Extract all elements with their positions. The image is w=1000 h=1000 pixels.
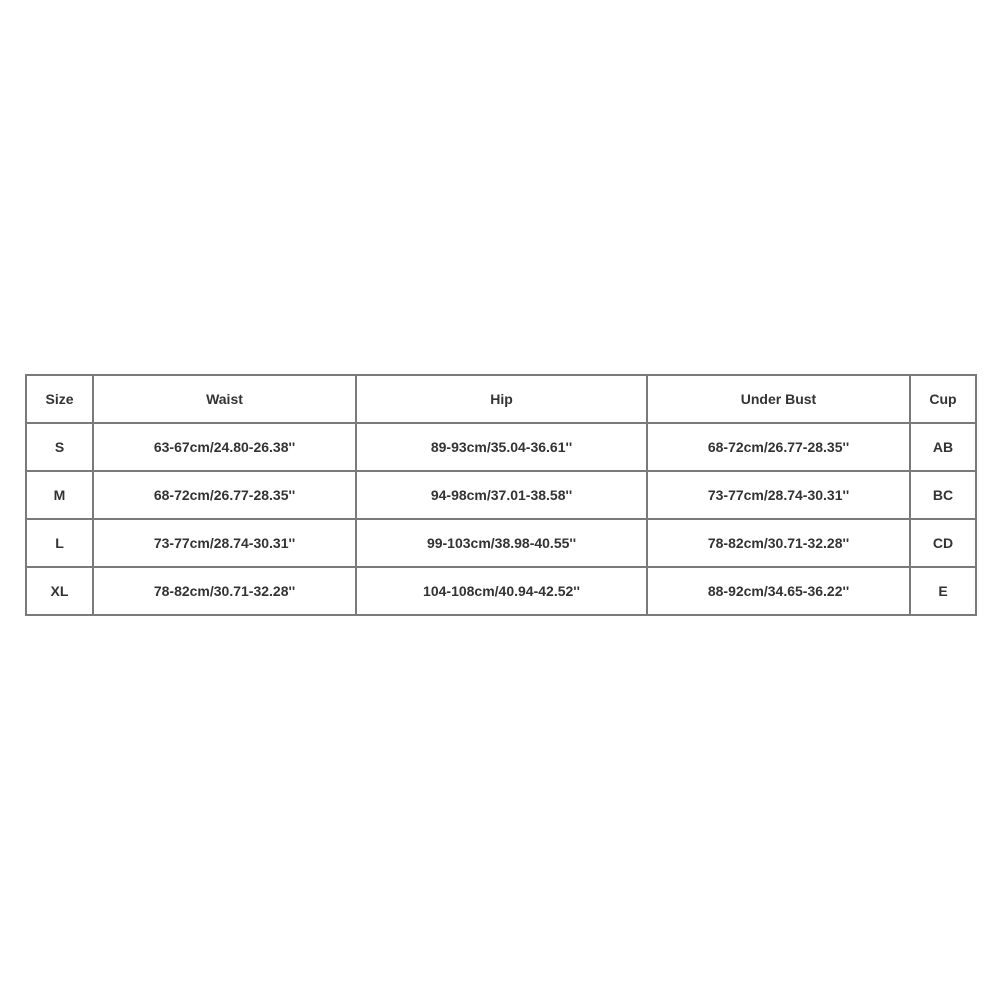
- cell-under-bust: 88-92cm/34.65-36.22'': [647, 567, 910, 615]
- table-row: [26, 423, 976, 471]
- header-under-bust: Under Bust: [647, 375, 910, 423]
- cell-cup: BC: [910, 471, 976, 519]
- cell-cup: AB: [910, 423, 976, 471]
- cell-hip: 104-108cm/40.94-42.52'': [356, 567, 647, 615]
- table-row: [26, 519, 976, 567]
- cell-hip: 89-93cm/35.04-36.61'': [356, 423, 647, 471]
- cell-cup: CD: [910, 519, 976, 567]
- cell-hip: 94-98cm/37.01-38.58'': [356, 471, 647, 519]
- header-size: Size: [26, 375, 93, 423]
- cell-waist: 73-77cm/28.74-30.31'': [93, 519, 356, 567]
- size-chart-table: [25, 374, 977, 616]
- cell-under-bust: 73-77cm/28.74-30.31'': [647, 471, 910, 519]
- cell-cup: E: [910, 567, 976, 615]
- table-row: [26, 471, 976, 519]
- cell-under-bust: 68-72cm/26.77-28.35'': [647, 423, 910, 471]
- header-hip: Hip: [356, 375, 647, 423]
- header-waist: Waist: [93, 375, 356, 423]
- cell-size: L: [26, 519, 93, 567]
- cell-waist: 78-82cm/30.71-32.28'': [93, 567, 356, 615]
- cell-waist: 63-67cm/24.80-26.38'': [93, 423, 356, 471]
- cell-under-bust: 78-82cm/30.71-32.28'': [647, 519, 910, 567]
- header-cup: Cup: [910, 375, 976, 423]
- cell-size: M: [26, 471, 93, 519]
- cell-size: S: [26, 423, 93, 471]
- header-row: [26, 375, 976, 423]
- cell-waist: 68-72cm/26.77-28.35'': [93, 471, 356, 519]
- cell-hip: 99-103cm/38.98-40.55'': [356, 519, 647, 567]
- cell-size: XL: [26, 567, 93, 615]
- table-row: [26, 567, 976, 615]
